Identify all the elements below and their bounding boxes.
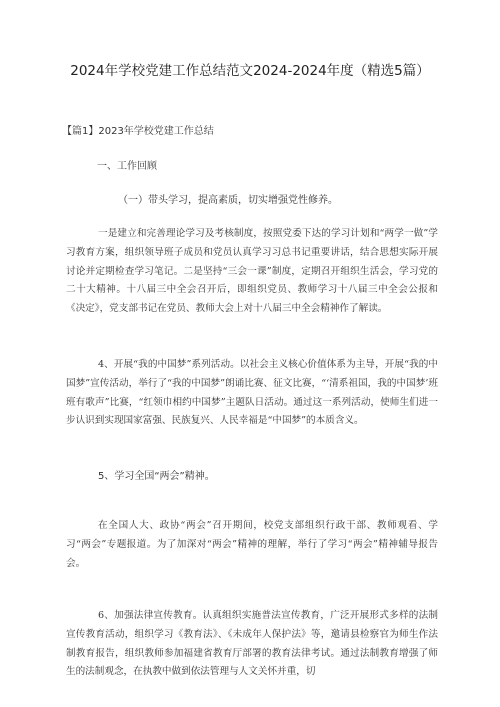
paragraph-study-system: 一是建立和完善理论学习及考核制度，按照党委下达的学习计划和“两学一做”学习教育方案，组织领导班子成员和党员认真学习习总书记重要讲话，结合思想实际开展讨论并定期检查学习笔记。二是坚持“三会一课”制度，定期召开组织生活会，学习党的二十大精神。十八届三中全会召开后，即组织党员、教师学习十八届三中全会公报和《决定》，党支部书记在党员、教师大会上对十八届三中全会精神作了解读。 [66,228,438,315]
paragraph-law-education: 6、加强法律宣传教育。认真组织实施普法宣传教育，广泛开展形式多样的法制宣传教育活动，组织学习《教育法》、《未成年人保护法》等，邀请县检察官为师生作法制教育报告，组织教师参加福建省教育厅部署的教育法律考试。通过法制教育增强了师生的法制观念，在执教中做到依法管理与人文关怀并重，切 [66,610,438,678]
document-title: 2024年学校党建工作总结范文2024-2024年度（精选5篇） [70,63,430,79]
section-heading-review: 一、工作回顾 [97,161,157,172]
chapter-heading: 【篇1】2023年学校党建工作总结 [62,126,214,137]
paragraph-china-dream: 4、开展“我的中国梦”系列活动。以社会主义核心价值体系为主导，开展“我的中国梦”宣传活动，举行了“我的中国梦”朗诵比赛、征文比赛，“‘清系祖国，我的中国梦’班班有歌声”比赛，“红领巾相约中国梦”主题队日活动。通过这一系列活动，使师生们进一步认识到实现国家富强、民族复兴、人民幸福是“中国梦”的本质含义。 [66,359,438,427]
paragraph-two-sessions: 在全国人大、政协“两会”召开期间，校党支部组织行政干部、教师观看、学习“两会”专题报道。为了加深对“两会”精神的理解，举行了学习“两会”精神辅导报告会。 [66,520,438,569]
section-heading-two-sessions: 5、学习全国“两会”精神。 [98,471,215,482]
subsection-heading-study: （一）带头学习，提高素质，切实增强党性修养。 [118,195,338,206]
